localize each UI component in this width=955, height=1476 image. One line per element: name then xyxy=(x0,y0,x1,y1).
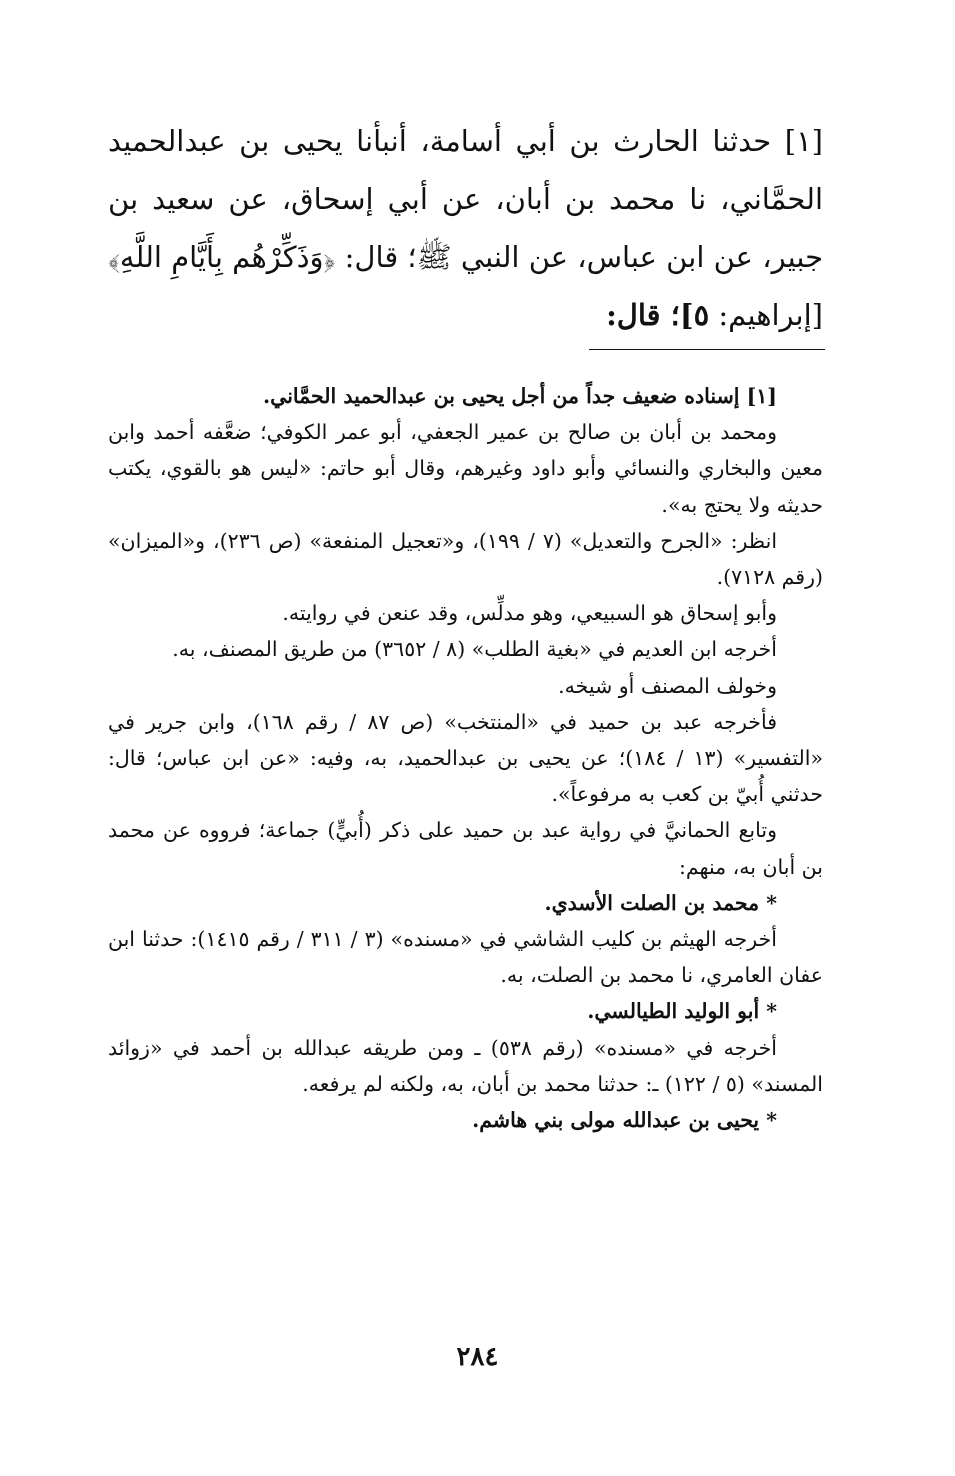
footnote-paragraph: ومحمد بن أبان بن صالح بن عمير الجعفي، أبو عمر الكوفي؛ ضعَّفه أحمد وابن معين والبخاري والنسائي وأبو داود وغيرهم، وقال أبو حاتم: «ليس هو بالقوي، يكتب حديثه ولا يحتج به». xyxy=(108,420,823,517)
footnote-paragraph: وخولف المصنف أو شيخه. xyxy=(558,673,777,698)
footnote-paragraph: أخرجه في «مسنده» (رقم ٥٣٨) ـ ومن طريقه عبدالله بن أحمد في «زوائد المسند» (٥ / ١٢٢) ـ: حدثنا محمد بن أبان، به، ولكنه لم يرفعه. xyxy=(108,1035,823,1096)
footnote-paragraph: وأبو إسحاق هو السبيعي، وهو مدلِّس، وقد عنعن في روايته. xyxy=(282,601,777,626)
footnote-paragraph: وتابع الحمانيَّ في رواية عبد بن حميد على ذكر (أُبيٍّ) جماعة؛ فرووه عن محمد بن أبان به، منهم: xyxy=(108,818,823,879)
footnote-paragraph: انظر: «الجرح والتعديل» (٧ / ١٩٩)، و«تعجيل المنفعة» (ص ٢٣٦)، و«الميزان» (رقم ٧١٢٨). xyxy=(108,528,823,590)
main-text xyxy=(108,112,823,344)
footnote-paragraph: * يحيى بن عبدالله مولى بني هاشم. xyxy=(472,1108,777,1133)
hadith-tail: ٥]؛ قال: xyxy=(606,298,710,332)
footnote-paragraph: * أبو الوليد الطيالسي. xyxy=(587,999,777,1024)
footnote-paragraph: أخرجه الهيثم بن كليب الشاشي في «مسنده» (٣ / ٣١١ / رقم ١٤١٥): حدثنا ابن عفان العامري، نا محمد بن الصلت، به. xyxy=(108,927,823,988)
hadith-text: [١] حدثنا الحارث بن أبي أسامة، أنبأنا يحيى بن عبدالحميد الحمَّاني، نا محمد بن أبان، عن أبي إسحاق، عن سعيد بن جبير، عن ابن عباس، عن النبي ﷺ؛ قال: ﴿وَذَكِّرْهُم بِأَيَّامِ اللَّهِ﴾ [إبراهيم: xyxy=(108,124,823,332)
hadith-paragraph xyxy=(108,112,823,344)
footnote-paragraph: [١] إسناده ضعيف جداً من أجل يحيى بن عبدالحميد الحمَّاني. xyxy=(262,384,777,408)
footnote-paragraph: أخرجه ابن العديم في «بغية الطلب» (٨ / ٣٦٥٢) من طريق المصنف، به. xyxy=(172,637,777,662)
footnotes xyxy=(108,378,823,1138)
footnote-paragraph: فأخرجه عبد بن حميد في «المنتخب» (ص ٨٧ / رقم ١٦٨)، وابن جرير في «التفسير» (١٣ / ١٨٤)؛ عن يحيى بن عبدالحميد، به، وفيه: «عن ابن عباس؛ قال: حدثني أُبيّ بن كعب به مرفوعاً». xyxy=(108,709,823,807)
page-number: ٢٨٤ xyxy=(456,1342,499,1372)
footnote-paragraph: * محمد بن الصلت الأسدي. xyxy=(544,890,777,915)
footnote-separator xyxy=(589,349,825,350)
